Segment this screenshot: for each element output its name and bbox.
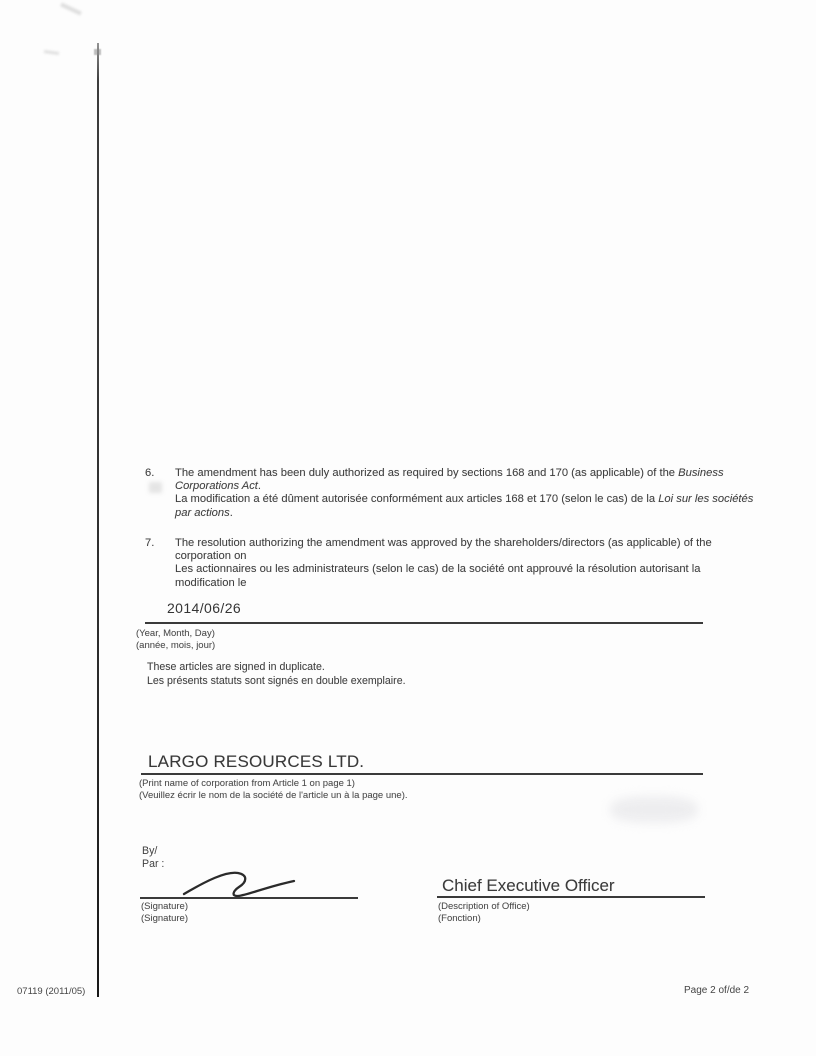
duplicate-statement-fr: Les présents statuts sont signés en double exemplaire. <box>147 674 406 687</box>
clause-number: 6. <box>145 467 155 479</box>
clause-number: 7. <box>145 537 155 549</box>
approval-date-caption-fr: (année, mois, jour) <box>136 639 216 651</box>
page-indicator: Page 2 of/de 2 <box>684 985 750 996</box>
form-clause-7 <box>145 537 760 590</box>
par-label: Par : <box>142 858 165 870</box>
signature-caption-fr: (Signature) <box>141 912 188 924</box>
scan-smudge <box>610 796 698 823</box>
corporation-name-underline <box>141 773 703 775</box>
clause-7-text-en: The resolution authorizing the amendment was approved by the shareholders/directors (as applicable) of the corporation on <box>175 537 712 563</box>
corporation-name-caption-fr: (Veuillez écrir le nom de la société de l'article un à la page une). <box>139 789 408 801</box>
signature-caption-en: (Signature) <box>141 901 188 912</box>
corporation-name-value: LARGO RESOURCES LTD. <box>148 752 365 771</box>
approval-date-caption-en: (Year, Month, Day) <box>136 628 215 639</box>
duplicate-statement-en: These articles are signed in duplicate. <box>147 661 325 673</box>
left-margin-rule-nub <box>94 49 101 55</box>
form-number: 07119 (2011/05) <box>17 986 86 997</box>
signature-underline <box>140 897 358 899</box>
office-title-caption-en: (Description of Office) <box>438 901 530 912</box>
by-label: By/ <box>142 845 158 857</box>
office-title-caption <box>438 901 530 924</box>
approval-date-underline <box>145 622 703 624</box>
office-title-value: Chief Executive Officer <box>442 876 615 895</box>
clause-7-text <box>175 537 757 590</box>
office-title-caption-fr: (Fonction) <box>438 912 481 924</box>
duplicate-statement <box>147 661 406 688</box>
clause-6-text-en: The amendment has been duly authorized as required by sections 168 and 170 (as applicable) of the Business Corporations Act. <box>175 467 724 493</box>
approval-date-caption <box>136 628 215 651</box>
clause-6-text <box>175 467 757 520</box>
left-margin-rule <box>97 43 99 997</box>
clause-7-text-fr: Les actionnaires ou les administrateurs (selon le cas) de la société ont approuvé la résolution autorisant la modification le <box>175 563 701 589</box>
form-clause-6 <box>145 467 760 520</box>
signature-caption <box>141 901 188 924</box>
clause-6-text-fr: La modification a été dûment autorisée conformément aux articles 168 et 170 (selon le cas) de la Loi sur les sociétés par actions. <box>175 493 754 519</box>
scan-smudge <box>60 3 82 16</box>
corporation-name-caption-en: (Print name of corporation from Article 1 on page 1) <box>139 778 355 789</box>
approval-date-value: 2014/06/26 <box>167 600 242 616</box>
by-par-label <box>142 845 164 871</box>
scan-smudge <box>44 50 59 55</box>
corporation-name-caption <box>139 778 408 801</box>
office-title-underline <box>437 896 705 898</box>
